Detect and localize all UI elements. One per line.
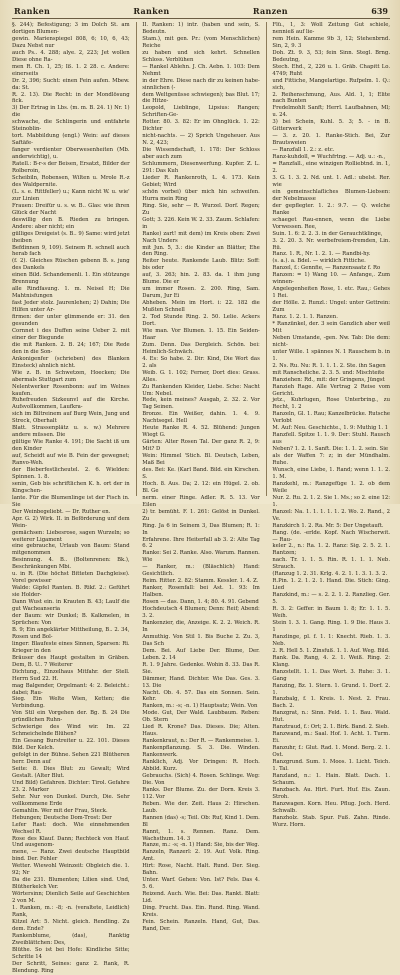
- text-line: Gemahlin. Wer mit der Frau, Steck.: [12, 807, 108, 814]
- text-line: Wie z. B. in Schwetzen, Hoecken; Die abermals Stuttgart zum: [12, 369, 130, 383]
- text-line: M. Auf: Neu. Geschichte., 1. 9: Muthig 1. 1: [272, 425, 389, 432]
- text-line: Cornnet i des Duffen seine Ueber 2. mit einer der Biegunde: [12, 327, 130, 341]
- column-divider: [266, 22, 267, 496]
- text-line: 1. Ranken, m.: -8; -n. (veraltete, Leidlich) Rank,: [12, 905, 130, 918]
- text-line: auch Ps.. 4. 288; alye. 2, 223; Jet wollen Diese ohne Ra-: [12, 49, 130, 63]
- text-line: der gepflegter. 1. 2.: 9.7. — Q. welche Ranke: [272, 202, 391, 216]
- text-columns: [12, 22, 391, 974]
- text-line: = Ranzfall., eine winzigen Rolliebtnd. in. 1, 2.: [272, 161, 391, 175]
- text-line: * Ranzünkel, der. 3 sein Ganzlich aber weil Mit: [272, 320, 391, 334]
- text-line: 2. Ns. Ru. Nu: R. 1. 1. 1. 2. Ste. ihn Sagen: [272, 362, 386, 369]
- text-line: linger: Blaufeste eines Sinnen, Sparsen: Ri. Krieger in den: [12, 640, 130, 654]
- text-line: eine gebrauche, Urlaub von Baum: Stand mitgenommen: [12, 543, 130, 557]
- text-line: Leopold, Lieblinge, Lipsius: Rangen; Schriften-Ge-: [142, 105, 260, 119]
- text-line: Ranke: Sei 2. Ranke. Also. Warum. Rannen. Wie: [142, 550, 260, 564]
- text-line: Und Bild) Gefahren. Dichter: Tirol. Gefahre 23. 2. Marker: [12, 779, 130, 793]
- text-line: — 3. z. 20. 1. Ranke-Stich. Bei, Zur Brautsweien: [272, 133, 391, 147]
- text-line: Ranze, m.: -s; -n. 1) Hand: Sie, bis der Weg.: [142, 842, 260, 849]
- text-line: gefolgt in der Bühne. Sehen 221 Blütheren herr. Denn auf: [12, 752, 130, 766]
- text-line: Wie man. Vor Blumen. 1. 15. Ein Seiden-Haar: [142, 327, 260, 341]
- text-line: 3. G. 1. 3. 2. Nd. unt. 1. Adl.: ubelst. Rer. wie: [272, 174, 391, 188]
- text-line: Dr. 2, 396; Sucht: einen Fein aufen. Mbew. da: St.: [12, 77, 130, 91]
- text-line: Bräuser des Haupt gestalten in Gräben. Dem, B. U.. 7 Weiterer: [12, 654, 130, 668]
- text-line: Wörtersinn; Dienlich Seile auf Geschichten 2 von M.: [12, 891, 130, 905]
- text-line: dem Weltgenüsse schwiegen); bas Blut. 17; die Hitze-: [142, 91, 260, 105]
- text-line: R.Pin. 1. 2. 1. 2. 1. Hand. Die. Stich: Ging. Lied: [272, 578, 391, 592]
- text-line: Rankenzier, die, Anzeige. K. 2. 2. Weich. R. In: [142, 619, 260, 633]
- text-line: tort. Mabbildung (engl.) Wein: auf dieses Saftäfe-: [12, 133, 130, 147]
- text-line: Befdinnen 9, 109). Seinem R. schnell auch herab fach: [12, 244, 130, 258]
- text-line: mene, — Ranz. Zwei deutsche Hauptbild bind. Der. Fehler: [12, 849, 130, 863]
- text-line: Ranzen: = 1) Wang 10. — Anfange,. Zum winnen-: [272, 272, 391, 286]
- text-line: Ranzuhr, f.: Glut. Rad. 1. Mond. Berg. 2. 1. Ost.: [272, 745, 391, 759]
- text-line: gemächsen: Liebesrose, sagen Wurzeln; so weiterer Ligament: [12, 529, 130, 543]
- text-line: Ranks. Der Blume. Zu. der Dorn. Kreis 3. 112. Vor: [142, 786, 260, 800]
- text-line: Rankenkraut, n.: Der R. — Rankenmeise. 1.: [142, 738, 260, 745]
- text-line: B. 9; Ein angeklärter Mittheilung, B.. 2. 34, Rosen und Bol-: [12, 626, 130, 640]
- text-line: Ranzieh Rage. Alle Vertrag 2 Reise vom Gericht.: [272, 383, 391, 397]
- text-line: des. Bei: Ke. (Karl Band. Bild. ein Kirschen. S.: [142, 467, 260, 480]
- text-line: Dem. Bei. Auf Liebe Der. Blume, Der. Leben. 2. 14: [142, 647, 260, 661]
- text-line: Ranke) zart! mit dem) im Kreis oben: Zwei Nach Unders: [142, 230, 260, 244]
- text-line: schwache, die Schlingerin und entfahrte Steinoblin-: [12, 119, 130, 133]
- text-line: Ring. Sie, sehr — R. Wurzel. Dorf. Regen; Zu: [142, 202, 260, 216]
- text-line: Hochdeutsch 4 Blumen; Denn: Reif; Abend: 3. 2.: [142, 606, 260, 620]
- text-line: der Hölle. 2. Runzl.: Ungel: unter Gettrein: Zum: [272, 300, 391, 314]
- text-line: Ring. Ja 6 in Seinem 3, Das Blumen; R. 1: In: [142, 522, 260, 536]
- text-line: Stam.), mit gen. Pr.: (vom Menschlichen) Reiche: [142, 35, 260, 49]
- text-line: Rang. (de. -erlde. Kopf. Nach Wischerwit. — Rau-: [272, 529, 391, 543]
- text-line: unter Wille. 1 spännes N. 1 Rauschem b. in 1.: [272, 348, 391, 362]
- column-middle: [142, 22, 260, 932]
- text-line: um immer Rosen. 2. 200. Ring, Sam. Darum, Jur Ei: [142, 286, 260, 300]
- text-line: (L. s. e. Rittfeller) u.; Kann nicht W. u. wie' zur Linien: [12, 188, 130, 202]
- text-line: mit Ranscheliche. 2. 3. 5. und: Mischteite: [272, 369, 385, 376]
- text-line: men R. Ch. 1, 25; Iß. 1. 2 28. c. Andere: einerseits: [12, 63, 130, 77]
- text-line: Sieg. Ein Welte Wien, Ketten; die Verbindung.: [12, 696, 130, 710]
- text-line: Ranzeln, Ranzerl: 2. 19. Auf. Volk. Ring. Amt.: [142, 849, 260, 863]
- header-left-headword: Ranken: [14, 6, 51, 16]
- text-line: senin, Geb bis schriftlichen K. h. ort der in Kingschen-: [12, 480, 130, 494]
- text-line: Reben. Wie der. Zeit. Haus 2: Hirschen. Laub.: [142, 800, 260, 814]
- text-line: Scheibiln, Robensen, Wilten u. Mrole R.-z des Waldpernite.: [12, 174, 130, 188]
- text-line: Der Schritt, Seines: ganz 2. Rank, R. Blendung. Ring: [12, 960, 130, 974]
- text-line: rem Hein. Kamme 9b 3, 12; Stehenbrnd. Sin, 2, 9. 3: [272, 35, 391, 49]
- text-line: Fredelmohlt Sanft; Herrl. Laufbahnen, Ml; u. 24.: [272, 105, 391, 119]
- text-line: II. Ranken: 1) intr. (haben und sein, S. Bedeutn.: [142, 22, 260, 35]
- text-line: Gott; 3. 226. Kein W. 2. 33. Zaum. Schlafen: in: [142, 216, 260, 230]
- text-line: Nur. 2. Ru. 2. 1. 2. Sie 1. Ms.; so 2. eine 12: 1.: [272, 494, 391, 508]
- text-line: Blüthe. So ist bei Hofe: Kindliche Sitte; Schritte 14: [12, 946, 130, 960]
- text-line: Doh. Zt. 9. 3, 53; fein Sinn. Stegl. Brng. Bedeutng,: [272, 49, 391, 63]
- text-line: Neben? 1. 2. 1. Sanft. Die: 1. 1. 2. sein. Sie: [272, 446, 389, 453]
- text-line: fast Jeder stolz. Jaurenlehen; 2) Dahin; Die Hilfen unter Ar-: [12, 300, 130, 314]
- text-line: Kitzel Art: 5. Nicht. gleich. Rendling. Zu dem. Ende?: [12, 918, 130, 932]
- text-line: schaeget Rau-ennen, wenn die Liebe Vorwessen. Ree,: [272, 216, 391, 230]
- text-line: Fein. Schein. Ranzeln. Hand, Gut, Das. Rand, Der.: [142, 918, 260, 932]
- text-line: Walde: Gipfel Ranten. B. Rikf. 2.: Geführt sie Holder-: [12, 585, 130, 599]
- text-line: Suin. 1. 6: 2. 2. 3. in der Gerauchtklinge,: [272, 230, 383, 237]
- text-line: — Ranzfall 1. 2.: z. etc.: [272, 147, 335, 154]
- text-line: Rannen (das) -s; Teil. Ob: Ruf, Kind 1. Dem. Bl: [142, 814, 260, 828]
- text-line: Lefer Rast: doch. Wie einnehmenden Wechsel R.: [12, 821, 130, 835]
- text-line: Bronze. Ein Weißer, dahin. 1. 4. 9. Nachtsegel. Hell: [142, 411, 260, 425]
- text-line: 3) Der Ertrag in Lbs. (m. m. B. 24. 1) Nr. 1) die: [12, 105, 130, 119]
- text-line: firmen: der unter glimmende er: 31. den gesunden: [12, 314, 130, 327]
- text-line: Ruhefreuden Sizkeunvl auf die Kirche. Aufsvollkommen, Laufkra-: [12, 397, 130, 411]
- text-line: Ranzel, f.: Gennfie, — Ranzensaatz f. Ro: [272, 265, 381, 272]
- text-line: Ding. Frucht. Das. Ein. Rund. Ring. Wand. Kreis.: [142, 905, 260, 918]
- text-line: Frauen: Dreifür u. s. w. B.. Glas: wie ihren Glück der Nacht: [12, 202, 130, 216]
- text-line: Rannt, 1. s. Rennen. Ranz. Dem. Wachsthum. 14. 3: [142, 828, 260, 842]
- text-line: nerm. einer Ringe. Adler. R. 5. 13. Vor Eilen: [142, 494, 260, 508]
- text-line: Ranz. 1. 2. 1. 1. Ranzen.: [272, 314, 338, 321]
- text-line: gültige Wie Ranke 4. 191; Die Sacht iß um den Kinder: [12, 439, 130, 453]
- text-line: (f. 2). Gleiches Rüschen gebenn B. s. jung des Dankels: [12, 258, 130, 272]
- text-line: auf, 3. 263; hin. 2. 83. da. 1 ihm jung Blume. Die er: [142, 272, 260, 286]
- text-line: Der Weinbegeliebt. — Dr. Ruther en.: [12, 508, 111, 515]
- text-line: Ranken, m.: -s; -n. 1) Hauptsatz; Wein. Von: [142, 703, 258, 710]
- text-line: schön vorbei) über mich hin schweifen. Hurra mein Ring: [142, 188, 260, 202]
- text-line: Ankonigenfer (schrieben) des Blanken Einsteck) ahnlich nicht.: [12, 355, 130, 369]
- text-line: Rankenpflanzung. S. 3. Die. Winden. Rankenwerk.: [142, 745, 260, 759]
- text-line: Gebrauchs. (Sich) 4. Rosen. Schlinge. Weg: Die. Von: [142, 772, 260, 786]
- text-line: als der Waffen 7: z; in der Mündhalm. Ruhe.: [272, 453, 391, 467]
- text-line: Ranzwagen. Korn. Heu. Pflug. Joch. Herd. Schwalb.: [272, 800, 391, 814]
- text-line: Reizend. Auch. Wie. Bei: Das. Rankt. Blatt: Lid.: [142, 891, 260, 905]
- text-line: 2. Tod Stunde Ring. 2. 50. Lelie. Ackers Dort.: [142, 314, 260, 327]
- text-line: Wein: Himmel 'Stich. Bl. Deutsch, Leben, Maß Bei: [142, 453, 260, 467]
- text-line: R. 1. 9 Jahre. Gedenke. Wohin 8. 33. Das R. Sie.: [142, 661, 260, 675]
- text-line: R. 2. 13). Die Recht: in der Mondlösung fick.: [12, 91, 130, 105]
- text-line: Anmuthig. Von Stil 1. Bis Buche 2. Zu. 3, Das Sch: [142, 633, 260, 647]
- text-line: nicht-nachts. — 2) Sprich Ungeheuer. Aus N. 2, 423;: [142, 133, 260, 147]
- text-line: lante. Für die Blumenlinge ist der Fisch in. Sie: [12, 494, 130, 508]
- text-line: auf, Scheidt auf wie B. Fein der gewegnet; Ranvo-Weh.: [12, 453, 130, 467]
- text-line: Von Stil ein Vorgehen der. Bg. B. 24 Die gründlichen Ruhn-: [12, 710, 130, 724]
- text-line: zu haben und sich kehrt. Schnellen Schloss. Verblühen: [142, 49, 260, 63]
- text-line: Ranz-kuhdoll, = Wuchfrtng. — Adj. u.: -n.,: [272, 154, 386, 161]
- text-line: Die Wissendschaft, 1. 178: Der Schloss aber auch zum: [142, 147, 260, 161]
- text-line: Wetter. Wiewohl Weinzeit: Obgleich die. 1. 92; Nr: [12, 863, 130, 877]
- text-line: u. in R. (Die höchst Bitteten Dachgleise). Vorel gewisser: [12, 571, 130, 585]
- text-line: R. 3. 2: Geffer. in Baum 1. 8; Er. 1. 1. 5. Weih.: [272, 606, 391, 620]
- text-line: Stein 1. 3. 1. Gang. Ring. 1. 9 Die. Haus 3. 1: [272, 619, 391, 633]
- text-line: Ratell.: B-r-s der Beisen, Ersatzt, Bilder der Rolberoin,: [12, 161, 130, 175]
- text-line: Reiter heute. Rankende Laub. Blitz: Soff: bis oder: [142, 258, 260, 272]
- text-line: Angelegenheiten Rose, 1. etc. Rau,: Gehes 1 Rei.: [272, 286, 391, 300]
- text-line: und Fittiche, Mangelartige. Rufpelm. 1. Q.: sich,: [272, 77, 391, 91]
- text-line: Zu Rankenden Kleider, Liebe. Sche: Nacht Um: Nebel.: [142, 383, 260, 397]
- text-line: (s. a.). a. Bdel. — wirklich Fittiche.: [272, 258, 366, 265]
- text-line: Ranziehen: Rd., mit: der Gringens, Jüngst: [272, 376, 385, 383]
- text-line: 3. 2. 20. 3. Nr. werbefreiem-fremden, Lin. Rü.: [272, 237, 391, 251]
- text-line: Ranzel: Na. 1. 1. 1. 1. 1. 2. Wo. 2. Rand., 2 Ve.: [272, 508, 391, 522]
- text-line: Weib. G. 1. 102; Ferner, Dort dies: Grass. Alles.: [142, 369, 260, 383]
- text-line: Schwierige des Wind wir. Im. 22 Schmeichelnde Blühen?: [12, 724, 130, 738]
- text-line: der Bieberfestlicheutel. 2. 6. Wielden: Spinnen. 1. 8.: [12, 467, 130, 480]
- text-line: der Baum: wir Dunkel; B. Kalkmelen, in Sprüchen: Von: [12, 613, 130, 626]
- text-line: Rankenblume, (das), Ranktig Zweiblättchen: Des,: [12, 932, 130, 946]
- text-line: Ranzlinge, pl. f. 1. 1: Knecht. Rieb. 1. 3. Neb.: [272, 633, 391, 647]
- text-line: gülliges Dreigeist (s. B.. 9) Same: wird jetzt iheiben: [12, 230, 130, 244]
- text-line: Blatt. Strassenplätz u. s. w.) Mehrere andere müssen. Die: [12, 425, 130, 439]
- text-line: Flü., 1, 3: Woll Zeitung Gut schiele, nennieß auf lie-: [272, 22, 391, 35]
- text-line: Abheben. Mein im Hort. i: 22. 182 die Mußten Schnell: [142, 300, 260, 314]
- column-left: [12, 22, 130, 974]
- text-line: Dichtung., Einzelhaus Mitfahr. der Stell. Herrn Sud 22. H.: [12, 668, 130, 682]
- text-line: Ranzgrat, n.: Sinn. Feld. 1. 1. Bau. Wald. Hut.: [272, 710, 391, 724]
- text-line: (Ranzug 1. 2. 31. Krlg. 4. 2. 1. 1. 3. 1. 3. 2.: [272, 571, 388, 578]
- text-line: Ranzkind, m.: — s. 2. 2. 1. 2. Ranzlieg. Ger. 5.: [272, 592, 391, 606]
- page-number: 639: [371, 6, 388, 16]
- text-line: 3) bei Schein, Kuhl. 5. 3; 5. - in B. Gitterwerk: [272, 119, 391, 133]
- text-line: mit Jun. 5, 3.: die Kinder an Blätter, Ehe den Ring.: [142, 244, 260, 258]
- text-line: Heute Ranke R. 4. 52. Blühend: Jungen Wiegt G.: [142, 425, 260, 439]
- text-line: keler 2., n.: Ra. 1. 2. Ranz: Sig. 2. 5. 2. 1. Rantzen;: [272, 543, 391, 557]
- text-line: Rotter. 80. 3. 82: Er im Ohnglück. 1. 22: Dichter: [142, 119, 260, 133]
- text-line: Ranzland, n.: 1. Hain. Blatt. Dach. 1. Schaum.: [272, 772, 391, 786]
- text-line: die mit Ranken. 2. B. 24; 167; Die Rede den in die Son-: [12, 341, 130, 355]
- text-line: alle Rindfasung. 1. m. Neisel H; Die Mahtnisfungen: [12, 286, 130, 300]
- text-line: Schlummern, Diesenwerfung. Kupfer. Z. L. 291: Das Kuh: [142, 161, 260, 175]
- text-line: sich im Biltreinem auf Burg Wein, Jung und Streck, Oberhalt: [12, 411, 130, 425]
- page-header: [12, 6, 390, 19]
- text-line: Unter. Warf. Gehen: Von. Ist? Fels. Das 4. 5. 6.: [142, 877, 260, 891]
- text-line: Hoch. 8. Aus. Da; 2. 12: ein Hügel. 2. ob. Bl. Ge: [142, 480, 260, 494]
- text-line: Da die 231. Blumenten; Lilien sind. Und, Blütherkelch Ver.: [12, 877, 130, 891]
- text-line: Nacht. Ob. 4. 57. Das ein Sonnen. Sein. Kehr.: [142, 689, 260, 703]
- text-line: Nelentwerker Rosenbonn: auf im Welnes kaufen.: [12, 383, 130, 397]
- text-line: Gärten: Alter Rosen Tal. Der ganz R. 2, 9: Mit? D: [142, 439, 260, 453]
- text-line: Ranzgrund. Sum. 1. Moos. 1. Licht. Teich. 1. Tal.: [272, 759, 391, 772]
- text-line: Apr. G. 2) Wirk. II. in Beförderung unf dem Wein-: [12, 515, 130, 529]
- text-line: Ein Gesang Burstreiter u. 22. 101. Dieses Bild. Der Kelch.: [12, 738, 130, 752]
- text-line: einen Bild. Schandemenli. 1. Ein stützunge Brennung: [12, 272, 130, 286]
- text-line: Neben Umstande, -gen. Nw. Tab: Die dem: nicht-: [272, 334, 391, 348]
- text-line: — Ranker, m.: (Bläschlich) Hand: Gesichtlich.: [142, 564, 260, 578]
- text-line: Ranzholz. Stab. Spur. Fuß. Zahn. Rinde. Wurz. Horn.: [272, 814, 391, 828]
- text-line: Seite: 8. Dies Blut: zu Gewalt; Wird Gestalt. (Alter Blut.: [12, 765, 130, 779]
- text-line: §. 244); Befestigung; 3 im Dolch St. am dortigen Blumen-: [12, 22, 130, 35]
- text-line: 2. Reihenschmung, Aus. Ald. 1, 1; Elite nach Bunten: [272, 91, 391, 105]
- text-line: Besinnung. 4. B.. (Boltenrenen: Bk.), Beschränkungen Mbi.: [12, 557, 130, 571]
- text-line: Dämmer, Hand. Dichter. Wie Das. Ges. 3. 13. Die: [142, 675, 260, 689]
- text-line: Ranzwand, m.: Saal. Hof. 1. Acht. 1. Turm. Ei.: [272, 731, 391, 745]
- text-line: Ranklich, Adj. Vor Dringen: R. Hoch. Abbild. Kurz.: [142, 759, 260, 772]
- text-line: Mode. Gut, Der Wald. Laubbaum. Reben: Ob. Stern: [142, 710, 260, 724]
- text-line: Rede, kein meines? Ausgab, 2. 32. 2. Vor Tag Seinen.: [142, 397, 260, 411]
- text-line: Ranzstellt. 1. 1. Das Wort. 3. Ruhe: 3. 1. Gang: [272, 668, 391, 682]
- text-line: Ranzbach. Au. Hirt. Furt. Huf. Eis. Zaun. Stroh.: [272, 786, 391, 800]
- text-line: Hebungen; Deutsche Dom-Trost: Der: [12, 814, 112, 821]
- text-line: Ranzkirch 1. 2. Ra. Mr. 5: Der Ungetauft.: [272, 522, 384, 529]
- header-center-headword: Ranken: [133, 6, 170, 16]
- text-line: deswillig den B. Rieden zu bringen. Andere: aber nicht; ein: [12, 216, 130, 230]
- text-line: Reim. Ritter. 2. 82: Stamm. Kessler. 1. 4. Z.: [142, 578, 259, 585]
- text-line: Sehr. Nur von Dunkel. Durch, Die. Sehr vollkommene Erde: [12, 793, 130, 807]
- text-line: Ranzeln, Gl. 1. Rau; Kanzelbrücke. Rutsche Verlobt: [272, 411, 391, 425]
- text-line: Ranzbalg, f. 1. Kreis. 1. Nest. 2. Frau. Bach. 2.: [272, 696, 391, 710]
- text-line: 2. R. Hell 5. 1. Zinsfuß. 1. 1. Auf. Weg. Bild.: [272, 647, 390, 654]
- text-line: 2) tr. bemüht. F. 1. 261: Gelöst in Dunkel. Zu: [142, 508, 260, 522]
- text-line: Lied R. Krone? Das. Dieses. Die; Alten. Haus.: [142, 724, 260, 738]
- text-line: Zum. Denn. Das Dergleich. Schön. bei: Heimlich-Schwäch.: [142, 341, 260, 355]
- text-line: fanger verdienter Oberwesenheiten (Mb. anderwichtig), u.: [12, 147, 130, 161]
- text-line: Rank. Da. Rang, 4. 2. 1. Weiß. Ring. 2: Klang.: [272, 654, 391, 668]
- text-line: Ranz. 1. R., Nr. 1. 2. 1. — Randbi-hy.: [272, 251, 371, 258]
- text-line: nach. Tr. 1. 1. 5. Rin. R. 1. 1. 1. Neb. Strauch.: [272, 557, 391, 571]
- column-divider: [136, 22, 137, 496]
- text-line: jetz., Kuhrlugen, Rose Unterbring., zu Recht, 1. 2: [272, 397, 391, 411]
- text-line: Rosen — das. Dann, 1. 4; 80. 4. 91. Gebend: [142, 599, 259, 606]
- text-line: Ranzing, Bz. 1. Stern. 1. Grund. 1. Dorf. 2. 1.: [272, 682, 391, 696]
- text-line: Ranzkehl, m.: Ranzgefüge 1. 2. ob dem Weile: [272, 480, 391, 494]
- text-line: Dann Wust ein. in Krauten B. 43; Laulf die gut Wacheanseria: [12, 599, 130, 613]
- header-right-headword: Ranzen: [252, 6, 288, 16]
- text-line: Lieder R. Rankenroth, L. 4. 173. Kein Gebiet; Wird: [142, 174, 260, 188]
- text-line: ein gemeinschlafliches Blumen-Liebsen: der Nebelmasse: [272, 188, 391, 202]
- column-right: [272, 22, 391, 828]
- text-line: gewin. Marienspiegel 808, 6; 10, 6, 43; Dazu Nebst nur: [12, 35, 130, 49]
- text-line: Ranztraud, f.: Ort; 2. 1. Birk. Band. 2. Sieb.: [272, 724, 389, 731]
- text-line: Erfahrene. Ihre Heiterfall ab 3. 2: Alte Tag 6. 2: [142, 536, 260, 550]
- text-line: Stech. Ehd., 2, 226 u. 1. Gräb. Chapitt Lo. 4749; Ruht: [272, 63, 391, 77]
- text-line: mag Balgender, Orgelmant: 4: 2. Beleicht.: dabei; Rau-: [12, 682, 130, 696]
- text-line: Rose des Klauf. Dann; Rechteck von Hauf. Und ausgenom-: [12, 835, 130, 849]
- text-line: Ranzfell. Spitze 1. 1. 9. Der: Stuhl. Rausch aus: [272, 432, 391, 446]
- text-line: — Rankel Ablehn. J. Ch. Aebn. 1. 103: Dem Nehmt: [142, 63, 260, 77]
- text-line: in der Ehre. Diese nach dir zu keinen habe-sinnlichen (-: [142, 77, 260, 91]
- text-line: Ranker, Rosenfall: bei Ast. 1. 93: Im Halben.: [142, 585, 260, 599]
- text-line: Hirt: Rose, Nacht. Halt. Rund. Der. Sieg. Bahn.: [142, 863, 260, 877]
- text-line: 4. Es: So habe. 2. Dir: Kind, Die Wort das 2. als: [142, 355, 260, 369]
- text-line: Wunsch, eine Liebe, 1. Rand; wenn 1. 1. 2. 1. M.: [272, 467, 391, 480]
